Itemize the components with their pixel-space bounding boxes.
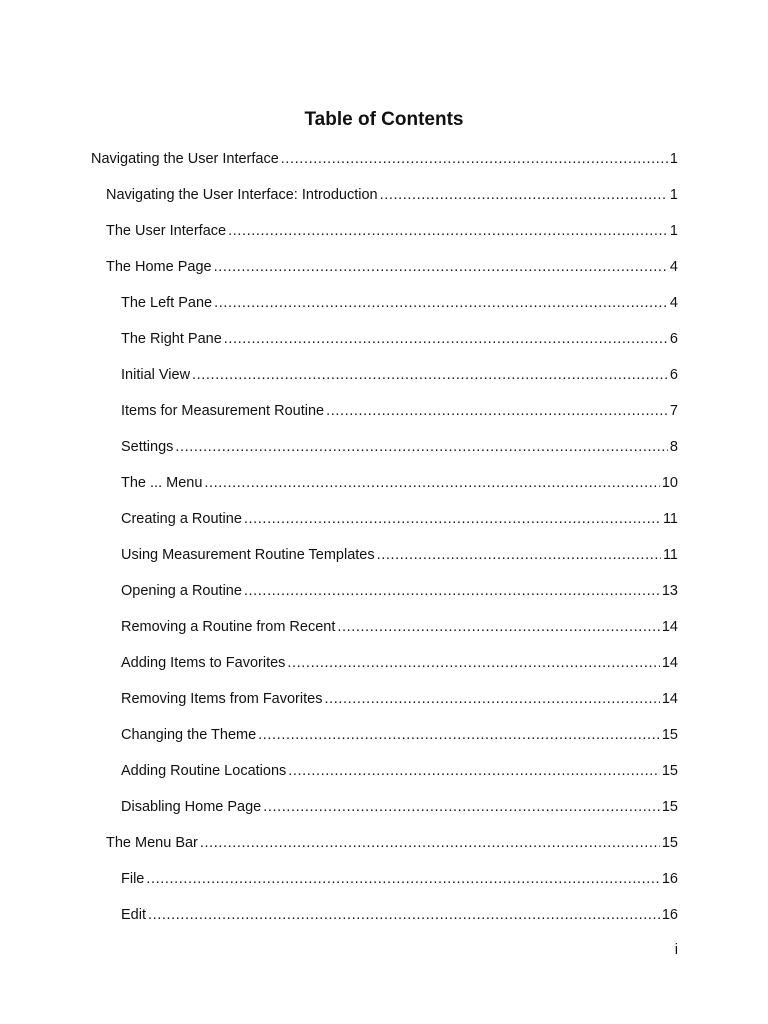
toc-entry-label: The User Interface — [106, 223, 227, 239]
toc-entry-page-number: 14 — [660, 688, 678, 710]
toc-entry-page-number: 4 — [668, 256, 678, 278]
toc-entry[interactable] — [0, 688, 768, 724]
toc-dot-leader — [244, 580, 676, 602]
toc-entry-page-number: 16 — [660, 904, 678, 926]
toc-entry-label: Navigating the User Interface — [91, 151, 279, 167]
toc-entry-page-number: 7 — [668, 400, 678, 422]
toc-dot-leader — [214, 292, 676, 314]
toc-entry[interactable] — [0, 796, 768, 832]
toc-entry-label: Removing a Routine from Recent — [121, 619, 336, 635]
toc-entry[interactable] — [0, 616, 768, 652]
toc-entry-page-number: 11 — [661, 508, 678, 530]
toc-dot-leader — [288, 760, 676, 782]
toc-entry-page-number: 6 — [668, 364, 678, 386]
toc-entry-label: Using Measurement Routine Templates — [121, 547, 375, 563]
toc-entry[interactable] — [0, 832, 768, 868]
toc-entry-label: Navigating the User Interface: Introduction — [106, 187, 378, 203]
toc-entry-label: Changing the Theme — [121, 727, 257, 743]
toc-dot-leader — [287, 652, 676, 674]
toc-dot-leader — [175, 436, 676, 458]
toc-entry-label: Adding Routine Locations — [121, 763, 287, 779]
toc-entry-page-number: 14 — [660, 616, 678, 638]
toc-entry-label: File — [121, 871, 145, 887]
toc-entry-label: Adding Items to Favorites — [121, 655, 286, 671]
toc-entry-label: The Home Page — [106, 259, 212, 275]
toc-entry[interactable] — [0, 292, 768, 328]
toc-dot-leader — [192, 364, 676, 386]
toc-entry-page-number: 15 — [660, 760, 678, 782]
toc-dot-leader — [258, 724, 676, 746]
toc-entry-page-number: 1 — [668, 220, 678, 242]
toc-entry[interactable] — [0, 544, 768, 580]
toc-dot-leader — [146, 868, 676, 890]
toc-dot-leader — [380, 184, 676, 206]
toc-entry-page-number: 13 — [660, 580, 678, 602]
toc-entry-label: Edit — [121, 907, 146, 923]
toc-entry-label: Initial View — [121, 367, 191, 383]
toc-entry-page-number: 16 — [660, 868, 678, 890]
toc-entry-page-number: 1 — [668, 184, 678, 206]
toc-entry-page-number: 11 — [661, 544, 678, 566]
toc-entry[interactable] — [0, 904, 768, 940]
toc-entry[interactable] — [0, 364, 768, 400]
toc-dot-leader — [326, 400, 676, 422]
toc-entry-label: Items for Measurement Routine — [121, 403, 325, 419]
toc-entry[interactable] — [0, 436, 768, 472]
toc-entry-page-number: 10 — [660, 472, 678, 494]
toc-entry[interactable] — [0, 580, 768, 616]
toc-entry-page-number: 8 — [668, 436, 678, 458]
toc-entry-page-number: 6 — [668, 328, 678, 350]
toc-dot-leader — [148, 904, 676, 926]
toc-entry[interactable] — [0, 868, 768, 904]
toc-entry-label: Creating a Routine — [121, 511, 242, 527]
toc-dot-leader — [244, 508, 676, 530]
toc-dot-leader — [228, 220, 676, 242]
toc-entry-label: Settings — [121, 439, 174, 455]
page-title: Table of Contents — [304, 109, 464, 130]
toc-dot-leader — [200, 832, 676, 854]
toc-dot-leader — [263, 796, 676, 818]
toc-entry-label: The Right Pane — [121, 331, 222, 347]
toc-entry-label: Removing Items from Favorites — [121, 691, 323, 707]
toc-dot-leader — [324, 688, 676, 710]
toc-list — [0, 148, 768, 940]
toc-dot-leader — [224, 328, 676, 350]
toc-entry[interactable] — [0, 760, 768, 796]
toc-entry-label: The Menu Bar — [106, 835, 198, 851]
toc-entry[interactable] — [0, 472, 768, 508]
toc-entry[interactable] — [0, 400, 768, 436]
toc-entry[interactable] — [0, 256, 768, 292]
toc-entry-label: Disabling Home Page — [121, 799, 262, 815]
toc-entry-page-number: 15 — [660, 832, 678, 854]
toc-dot-leader — [204, 472, 676, 494]
toc-entry[interactable] — [0, 220, 768, 256]
toc-entry-label: The ... Menu — [121, 475, 203, 491]
toc-entry-page-number: 14 — [660, 652, 678, 674]
toc-entry[interactable] — [0, 724, 768, 760]
toc-entry[interactable] — [0, 508, 768, 544]
toc-dot-leader — [281, 148, 676, 170]
toc-entry-page-number: 15 — [660, 724, 678, 746]
toc-entry[interactable] — [0, 652, 768, 688]
page-number: i — [674, 942, 678, 958]
toc-entry-label: The Left Pane — [121, 295, 213, 311]
toc-entry-page-number: 1 — [668, 148, 678, 170]
toc-dot-leader — [214, 256, 676, 278]
toc-entry-label: Opening a Routine — [121, 583, 242, 599]
toc-entry[interactable] — [0, 328, 768, 364]
toc-dot-leader — [337, 616, 676, 638]
toc-entry-page-number: 15 — [660, 796, 678, 818]
toc-dot-leader — [377, 544, 676, 566]
toc-entry[interactable] — [0, 148, 768, 184]
toc-entry-page-number: 4 — [668, 292, 678, 314]
toc-entry[interactable] — [0, 184, 768, 220]
